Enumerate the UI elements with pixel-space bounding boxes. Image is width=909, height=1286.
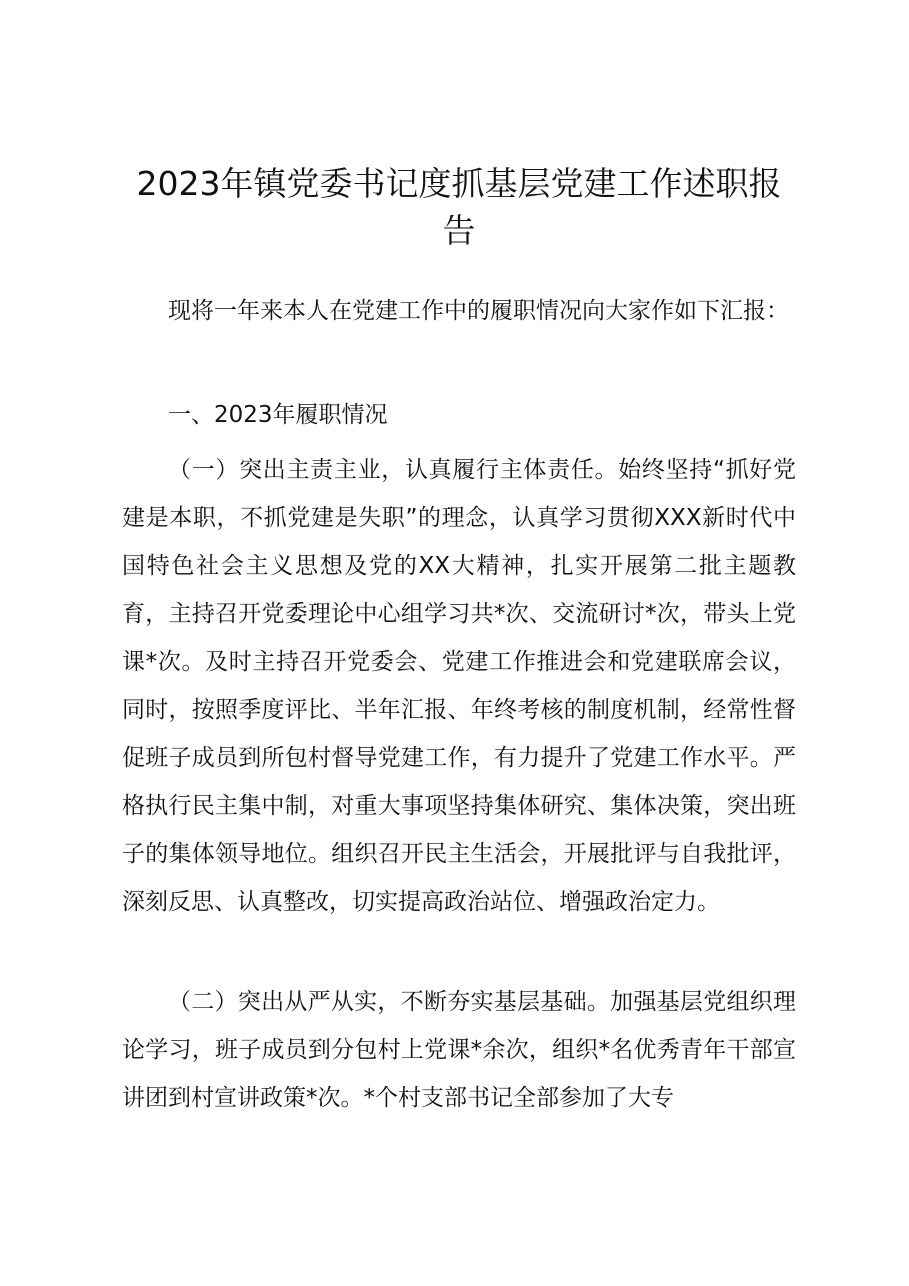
- intro-paragraph: 现将一年来本人在党建工作中的履职情况向大家作如下汇报：: [168, 298, 789, 324]
- document-title: 2023年镇党委书记度抓基层党建工作述职报告: [136, 164, 782, 250]
- section-heading: 一、2023年履职情况: [168, 402, 388, 428]
- section-paragraph-1: （一）突出主责主业，认真履行主体责任。始终坚持“抓好党建是本职，不抓党建是失职”的理念，认真学习贯彻XXX新时代中国特色社会主义思想及党的XX大精神，扎实开展第二批主题教育，主持召开党委理论中心组学习共*次、交流研讨*次，带头上党课*次。及时主持召开党委会、党建工作推进会和党建联席会议，同时，按照季度评比、半年汇报、年终考核的制度机制，经常性督促班子成员到所包村督导党建工作，有力提升了党建工作水平。严格执行民主集中制，对重大事项坚持集体研究、集体决策，突出班子的集体领导地位。组织召开民主生活会，开展批评与自我批评，深刻反思、认真整改，切实提高政治站位、增强政治定力。: [122, 457, 796, 915]
- section-paragraph-2: （二）突出从严从实，不断夯实基层基础。加强基层党组织理论学习，班子成员到分包村上党课*余次，组织*名优秀青年干部宣讲团到村宣讲政策*次。*个村支部书记全部参加了大专: [122, 989, 796, 1111]
